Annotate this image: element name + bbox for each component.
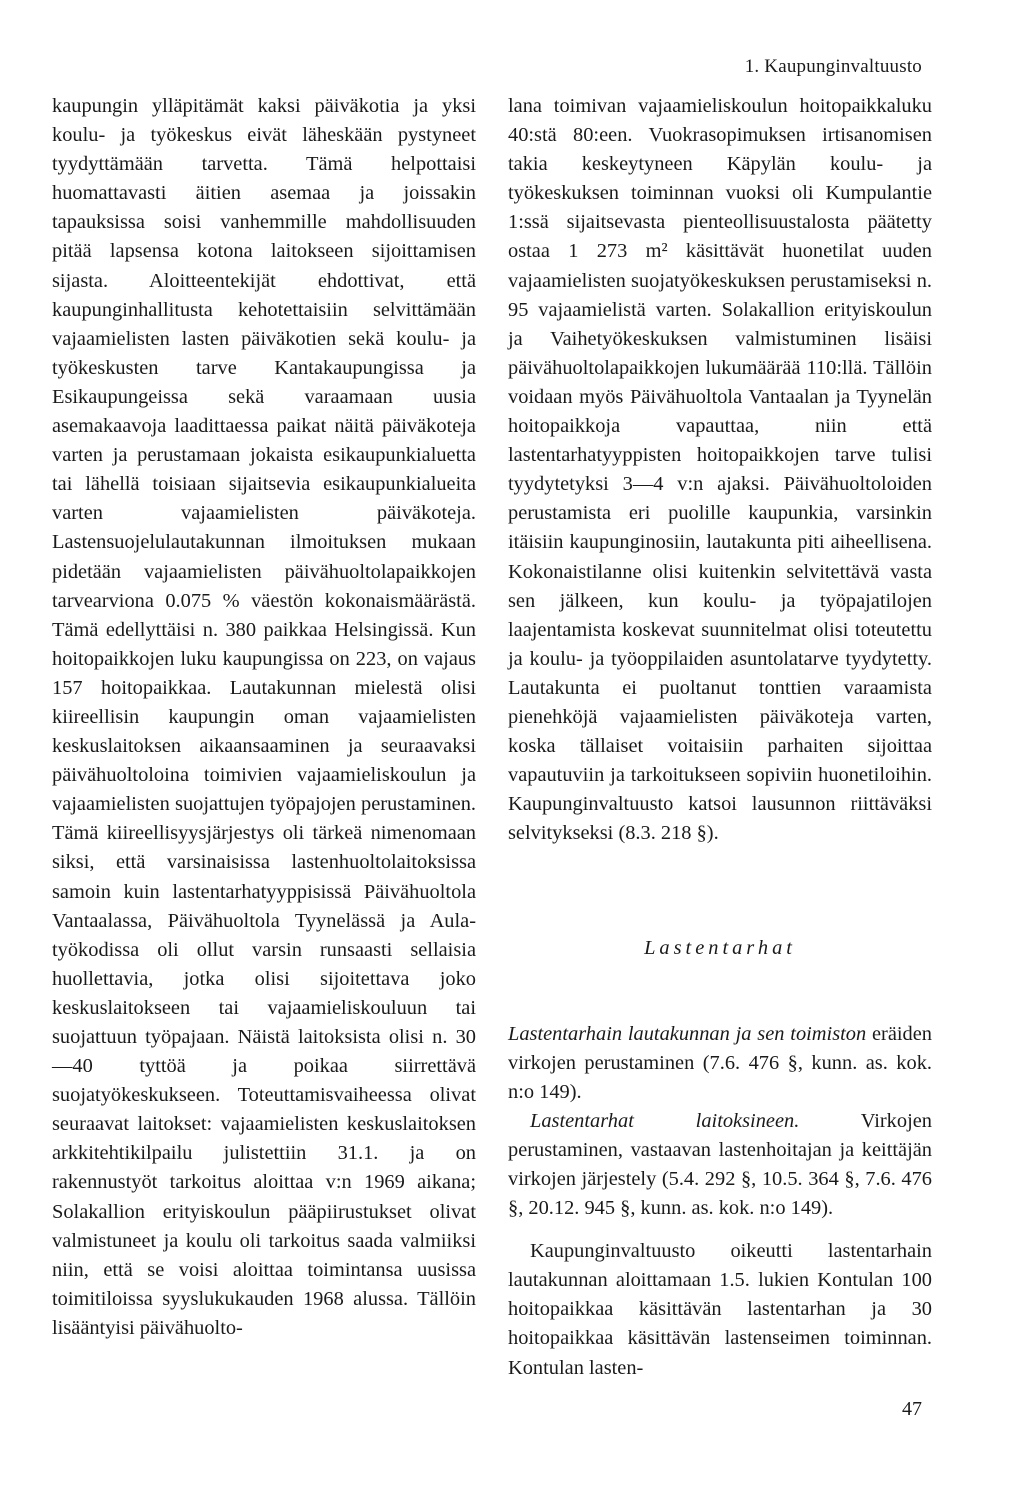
agenda-entry [508,1020,932,1107]
entry-title: Lastentarhain lautakunnan ja sen toimiston [508,1022,867,1045]
right-column [508,92,932,1383]
entry-title: Lastentarhat laitoksineen. [530,1109,800,1132]
body-paragraph: kaupungin ylläpitämät kaksi päiväkotia ja yksi koulu- ja työkeskus eivät läheskään pystyneet tyydyttämään tarvetta. Tämä helpottaisi huomattavasti äitien asemaa ja joissakin tapauksissa soisi vanhemmille mahdollisuuden pitää lapsensa kotona laitokseen sijoittamisen sijasta. Aloitteentekijät ehdottivat, että kaupunginhallitusta kehotettaisiin selvittämään vajaamielisten lasten päiväkotien sekä koulu- ja työkeskusten tarve Kantakaupungissa ja Esikaupungeissa sekä varaamaan uusia asemakaavoja laadittaessa paikat näitä päiväkoteja varten ja perustamaan jokaista esikaupunkialuetta tai lähellä toisiaan sijaitsevia esikaupunkialueita varten vajaamielisten päiväkoteja. Lastensuojelulautakunnan ilmoituksen mukaan pidetään vajaamielisten päivähuoltolapaikkojen tarvearviona 0.075 % väestön kokonaismäärästä. Tämä edellyttäisi n. 380 paikkaa Helsingissä. Kun hoitopaikkojen luku kaupungissa on 223, on vajaus 157 hoitopaikkaa. Lautakunnan mielestä olisi kiireellisin kaupungin oman vajaamielisten keskuslaitoksen aikaansaaminen ja seuraavaksi päivähuoltoloina toimivien vajaamieliskoulun ja vajaamielisten suojattujen työpajojen perustaminen. Tämä kiireellisyysjärjestys oli tärkeä nimenomaan siksi, että varsinaisissa lastenhuoltolaitoksissa samoin kuin lastentarhatyyppisissä Päivähuoltola Vantaalassa, Päivähuoltola Tyynelässä ja Aula-työkodissa oli ollut varsin runsaasti sellaisia huollettavia, jotka olisi sijoitettava joko keskuslaitokseen tai vajaamieliskouluun tai suojattuun työpajaan. Näistä laitoksista olisi n. 30—40 tyttöä ja poikaa siirrettävä suojatyökeskukseen. Toteuttamisvaiheessa olivat seuraavat laitokset: vajaamielisten keskuslaitoksen arkkitehtikilpailu julistettiin 31.1. ja on rakennustyöt tarkoitus aloittaa v:n 1969 aikana; Solakallion erityiskoulun pääpiirustukset olivat valmistuneet ja koulu oli tarkoitus saada valmiiksi niin, että se voisi aloittaa toimintansa uusissa toimitiloissa syyslukukauden 1968 alussa. Tällöin lisääntyisi päivähuolto- [52,95,476,1339]
section-heading: Lastentarhat [644,937,796,960]
running-head: 1. Kaupunginvaltuusto [744,56,922,77]
body-paragraph: Kaupunginvaltuusto oikeutti lastentarhain lautakunnan aloittamaan 1.5. lukien Kontulan 100 hoitopaikkaa käsittävän lastentarhan ja 30 hoitopaikkaa käsittävän lastenseimen toiminnan. Kontulan lasten- [508,1240,932,1379]
entry-text: eräiden virkojen perustaminen (7.6. 476 §, kunn. as. kok. n:o 149). [508,1022,932,1103]
page-number: 47 [902,1398,922,1420]
entry-text: Virkojen perustaminen, vastaavan lastenhoitajan ja keittäjän virkojen järjestely (5.4. 292 §, 10.5. 364 §, 7.6. 476 §, 20.12. 945 §, kunn. as. kok. n:o 149). [508,1109,932,1220]
left-column [52,92,476,1343]
agenda-entry [508,1107,932,1223]
body-paragraph: lana toimivan vajaamieliskoulun hoitopaikkaluku 40:stä 80:een. Vuokrasopimuksen irtisanomisen takia keskeytyneen Käpylän koulu- ja työkeskuksen toiminnan vuoksi oli Kumpulantie 1:ssä sijaitsevasta pienteollisuustalosta päätetty ostaa 1 273 m² käsittävät huonetilat uuden vajaamielisten suojatyökeskuksen perustamiseksi n. 95 vajaamielistä varten. Solakallion erityiskoulun ja Vaihetyökeskuksen valmistuminen lisäisi päivähuoltolapaikkojen lukumäärää 110:llä. Tällöin voidaan myös Päivähuoltola Vantaalan ja Tyynelän hoitopaikkoja vapauttaa, niin että lastentarhatyyppisten hoitopaikkojen tarve tulisi tyydytetyksi 3—4 v:n ajaksi. Päivähuoltoloiden perustamista eri puolille kaupunkia, varsinkin itäisiin kaupunginosiin, lautakunta piti aiheellisena. Kokonaistilanne olisi kuitenkin selvitettävä vasta sen jälkeen, kun koulu- ja työpajatilojen laajentamista koskevat suunnitelmat olisi toteutettu ja koulu- ja työoppilaiden asuntolatarve tyydytetty. Lautakunta ei puoltanut tonttien varaamista pienehköjä vajaamielisten päiväkoteja varten, koska tällaiset voitaisiin parhaiten sijoittaa vapautuviin ja tarkoitukseen sopiviin huonetiloihin. Kaupunginvaltuusto katsoi lausunnon riittäväksi selvitykseksi (8.3. 218 §). [508,95,932,845]
